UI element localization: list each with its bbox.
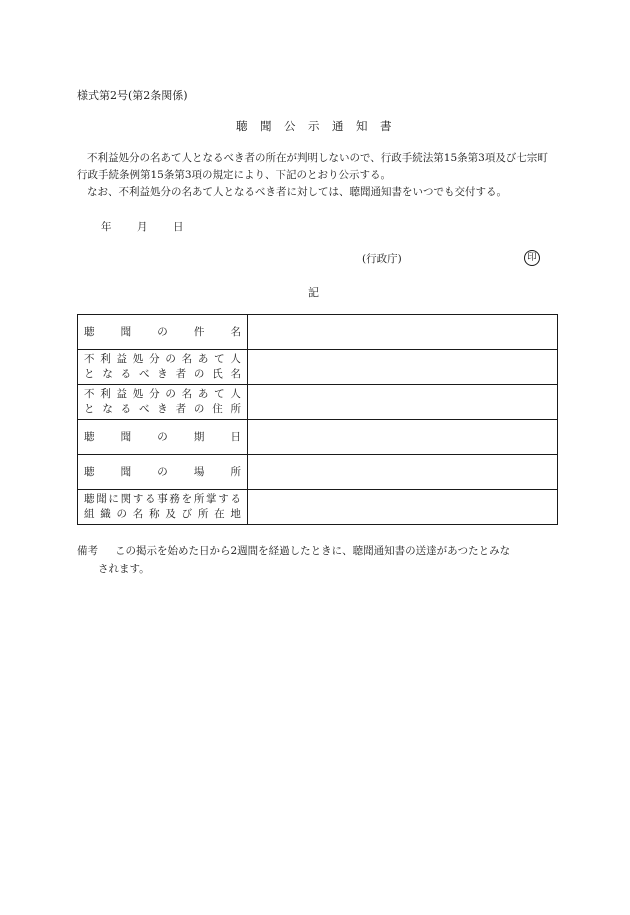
remarks-text-line-1: この掲示を始めた日から2週間を経過したときに、聴聞通知書の送達があつたとみな bbox=[115, 545, 511, 557]
row-value-party-name bbox=[248, 350, 558, 385]
label-line: 不 利 益 処 分 の 名 あ て 人 bbox=[84, 388, 241, 400]
row-label-hearing-subject bbox=[78, 315, 248, 350]
label-line: 組 織 の 名 称 及 び 所 在 地 bbox=[84, 508, 241, 520]
row-value-hearing-date bbox=[248, 420, 558, 455]
ki-heading: 記 bbox=[308, 286, 319, 299]
row-label-party-name bbox=[78, 350, 248, 385]
date-day-label: 日 bbox=[173, 221, 184, 233]
label-line: と な る べ き 者 の 住 所 bbox=[84, 403, 241, 415]
remarks-heading: 備考 bbox=[77, 545, 98, 557]
row-value-hearing-subject bbox=[248, 315, 558, 350]
date-year-label: 年 bbox=[101, 221, 112, 233]
table-row bbox=[78, 350, 558, 385]
body-paragraph-2: なお、不利益処分の名あて人となるべき者に対しては、聴聞通知書をいつでも交付する。 bbox=[87, 186, 507, 198]
row-label-hearing-place bbox=[78, 455, 248, 490]
row-label-party-address bbox=[78, 385, 248, 420]
remarks-text-line-2: されます。 bbox=[98, 563, 150, 575]
label-line: 聴 聞 の 件 名 bbox=[84, 325, 241, 338]
form-number: 様式第2号(第2条関係) bbox=[77, 89, 188, 102]
label-line: 聴 聞 に 関 す る 事 務 を 所 掌 す る bbox=[84, 493, 241, 505]
body-paragraph-1: 不利益処分の名あて人となるべき者の所在が判明しないので、行政手続法第15条第3項及び七宗町行政手続条例第15条第3項の規定により、下記のとおり公示する。 bbox=[77, 152, 548, 181]
table-row bbox=[78, 385, 558, 420]
notice-table bbox=[77, 314, 558, 525]
date-month-label: 月 bbox=[137, 221, 148, 233]
row-value-party-address bbox=[248, 385, 558, 420]
row-value-organization bbox=[248, 490, 558, 525]
table-row bbox=[78, 420, 558, 455]
table-row bbox=[78, 315, 558, 350]
row-value-hearing-place bbox=[248, 455, 558, 490]
row-label-hearing-date bbox=[78, 420, 248, 455]
issuing-agency: (行政庁) bbox=[362, 253, 402, 265]
seal-mark: 印 bbox=[524, 250, 540, 266]
table-row bbox=[78, 455, 558, 490]
document-title: 聴聞公示通知書 bbox=[236, 119, 404, 133]
label-line: 聴 聞 の 場 所 bbox=[84, 465, 241, 478]
table-row bbox=[78, 490, 558, 525]
label-line: 不 利 益 処 分 の 名 あ て 人 bbox=[84, 353, 241, 365]
label-line: 聴 聞 の 期 日 bbox=[84, 430, 241, 443]
row-label-organization bbox=[78, 490, 248, 525]
label-line: と な る べ き 者 の 氏 名 bbox=[84, 368, 241, 380]
